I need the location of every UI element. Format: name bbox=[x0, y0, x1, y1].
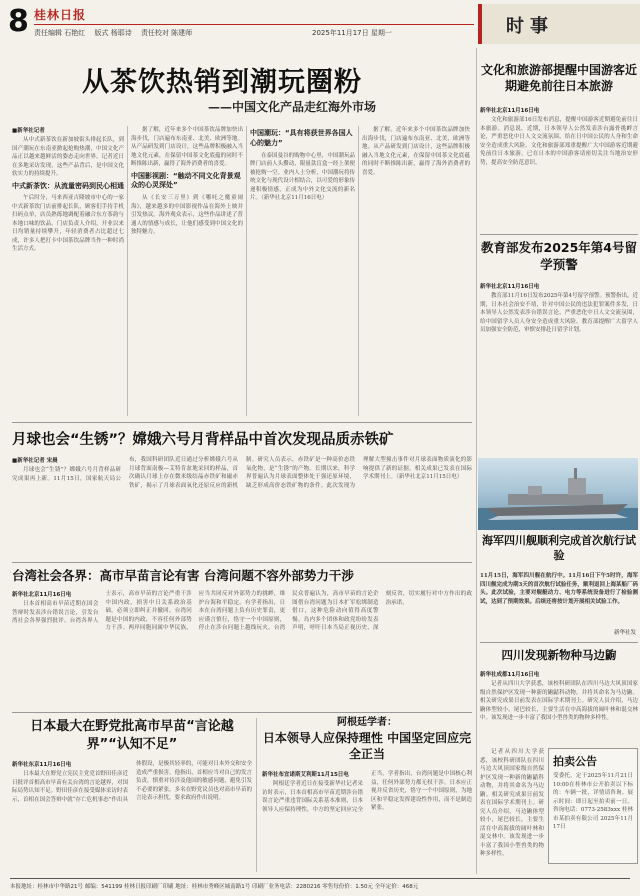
credit-editor: 责任编辑 石艳红 bbox=[34, 29, 86, 37]
article1-body3: 从《长安三万里》到《哪吒之魔童闹海》，越来越多的中国影视作品在海外上映并引发热议。海外观众表示，这些作品讲述了普通人的情感与成长，让他们感受到中国文化的独特魅力。 bbox=[131, 195, 243, 236]
article6-body: 记者从四川大学获悉，该校科研团队在四川马边大风顶国家级自然保护区发现一种新的鼩鼱科动物，并将其命名为马边鼩。相关研究成果日前发表在国际学术期刊上。研究人员介绍，马边鼩体型较小，尾巴较长，主要生活在中高海拔的阔叶林和混交林中。该发现进一步丰富了我国小型兽类的物种多样性。 bbox=[480, 681, 638, 722]
ship-credit: 新华社发 bbox=[613, 630, 636, 636]
auction-notice-ad bbox=[548, 748, 638, 864]
right1-body: 文化和旅游部16日发布消息，提醒中国游客近期避免前往日本旅游。消息说，近期，日本领导人公然发表涉台露骨挑衅言论，严重恶化中日人文交流氛围，给在日中国公民的人身和生命安全造成重大风险。文化和旅游部郑重提醒广大中国游客近期避免前往日本旅游。已在日本的中国游客请密切关注当地治安形势，提高安全防范意识。 bbox=[480, 117, 638, 166]
article1-body2: 据了解，近年来多个中国茶饮品牌加快出海步伐，门店遍布东南亚、北美、欧洲等地。从产品研发到门店设计，这些品牌积极融入当地文化元素，在保留中国茶文化底蕴的同时不断推陈出新，赢得了海外消费者的喜爱。 bbox=[131, 127, 243, 168]
article6-headline: 四川发现新物种马边鼩 bbox=[501, 648, 617, 662]
article6-headline-box bbox=[480, 648, 638, 666]
article5-body: 阿根廷学者近日在接受新华社记者采访时表示，日本首相高市早苗近期涉台错误言论严重违背国际关系基本准则，日本领导人应保持理性，中方的坚定回应完全正当。学者指出，台湾问题是中国核心利益，任何外部势力都无权干涉。日本应正视并反省历史，恪守一个中国原则，为地区和平稳定发挥建设性作用，而不是制造紧张。 bbox=[262, 771, 472, 813]
article1-body1-cont: 据了解，近年来多个中国茶饮品牌加快出海步伐，门店遍布东南亚、北美、欧洲等地。从产品研发到门店设计，这些品牌积极融入当地文化元素，在保留中国茶文化底蕴的同时不断推陈出新，赢得了海外消费者的喜爱。 bbox=[362, 127, 470, 176]
article2-body-box bbox=[12, 456, 472, 558]
credit-proofreader: 责任校对 陈建师 bbox=[140, 29, 193, 37]
article4-headline-box bbox=[12, 718, 252, 756]
right-column-divider bbox=[476, 48, 477, 874]
article6-byline: 新华社成都11月16日电 bbox=[480, 672, 540, 678]
ad-title: 拍卖公告 bbox=[553, 755, 597, 768]
section-rule bbox=[12, 712, 472, 713]
article2-byline: ■新华社记者 宋晨 bbox=[12, 458, 58, 464]
article1-headline: 从茶饮热销到潮玩圈粉 bbox=[82, 67, 362, 96]
article1-subhead1: 中式新茶饮：从流量密码到民心相通 bbox=[12, 181, 124, 190]
article1-subheadline-box bbox=[208, 98, 468, 116]
header-divider bbox=[34, 24, 474, 25]
right2-byline: 新华社北京11月16日电 bbox=[480, 284, 540, 290]
article3-byline: 新华社北京11月16日电 bbox=[12, 592, 72, 598]
right1-headline: 文化和旅游部提醒中国游客近期避免前往日本旅游 bbox=[480, 63, 637, 94]
article6-body-cont-box bbox=[480, 748, 544, 872]
article3-headline: 台湾社会各界：高市早苗言论有害 台湾问题不容外部势力干涉 bbox=[12, 568, 354, 583]
article6-body-cont: 记者从四川大学获悉，该校科研团队在四川马边大风顶国家级自然保护区发现一种新的鼩鼱科动物，并将其命名为马边鼩。相关研究成果日前发表在国际学术期刊上。研究人员介绍，马边鼩体型较小，尾巴较长，主要生活在中高海拔的阔叶林和混交林中。该发现进一步丰富了我国小型兽类的物种多样性。 bbox=[480, 749, 544, 858]
page-number: 8 bbox=[8, 4, 29, 39]
ship-headline: 海军四川舰顺利完成首次航行试验 bbox=[482, 534, 636, 562]
article5-kicker: 阿根廷学者： bbox=[337, 717, 397, 728]
article1-subheadline: ——中国文化产品走红海外市场 bbox=[208, 100, 377, 114]
article5-headline-box bbox=[262, 716, 472, 766]
section-tab bbox=[478, 4, 640, 44]
right2-body: 教育部11月16日发布2025年第4号留学预警。预警指出，近期，日本社会治安不靖，针对中国公民的违法犯罪案件多发，日本领导人公然发表涉台错误言论，严重恶化中日人文交流氛围，给中国留学人员人身安全造成重大风险。教育部提醒广大留学人员加强安全防范，审慎安排赴日留学计划。 bbox=[480, 293, 638, 334]
article4-body-box bbox=[12, 760, 252, 872]
right1-byline: 新华社北京11月16日电 bbox=[480, 108, 540, 114]
warship-photo bbox=[478, 458, 638, 530]
article1-subhead2: 中国影视剧：“触动不同文化背景观众的心灵深处” bbox=[131, 171, 241, 190]
warship-illustration bbox=[478, 458, 638, 530]
article2-body: 月球也会“生锈”？嫦娥六号月背样品研究成果再上新。11月15日，国家航天局公布，我国科研团队近日通过分析嫦娥六号从月球背面南极—艾特肯盆地采回的样品，首次确认月球上存在微米级结晶赤铁矿和磁赤铁矿，揭示了月球表面氧化还原反应的新机制。研究人员表示，赤铁矿是一种高价态铁氧化物，是“生锈”的产物。长期以来，科学界普遍认为月球表面整体处于强还原环境，缺乏形成高价态铁矿物的条件。此次发现为理解大型撞击事件对月球表面物质演化的影响提供了新的证据。相关成果已发表在国际学术期刊上。（新华社北京11月15日电） bbox=[12, 457, 472, 489]
article3-body-box bbox=[12, 590, 472, 706]
ship-caption-box bbox=[480, 572, 638, 626]
right2-headline: 教育部发布2025年第4号留学预警 bbox=[481, 240, 637, 272]
right1-headline-box bbox=[480, 62, 638, 102]
article4-byline: 新华社东京11月16日电 bbox=[12, 762, 72, 768]
article5-body-box bbox=[262, 770, 472, 872]
ship-caption: 11月15日，海军四川舰在航行中。11月16日下午5时许，海军四川舰完成为期3天的首次航行试验任务，顺利返回上海某船厂码头。此次试验，主要对舰艇动力、电力等系统设备进行了检验测试，达到了预期效果。后续还将按计划开展相关试验工作。 bbox=[480, 573, 638, 605]
article1-col4 bbox=[362, 126, 470, 416]
section-rule bbox=[12, 422, 472, 423]
credit-layout: 版式 杨耶诗 bbox=[94, 29, 132, 37]
article2-headline: 月球也会“生锈”？嫦娥六号月背样品中首次发现品质赤铁矿 bbox=[12, 432, 394, 448]
article6-body-box bbox=[480, 670, 638, 744]
ship-credit-box bbox=[580, 628, 636, 638]
ad-body: 受委托，定于2025年11月21日10:00在桂林市公开拍卖以下标的：车辆一批，详情请咨询。展示时间：即日起至拍卖前一日。咨询电话：0773-2583xxx 桂林市某拍卖有限公司 2025年11月17日 bbox=[553, 773, 633, 831]
page-footer: 本报地址：桂林市中华路21号 邮编：541199 桂林日报印刷厂印刷 地址：桂林市秀峰区城南路1号 印刷厂业务电话：2280216 零售每份价：1.50元 全年定价：468元 bbox=[10, 878, 630, 890]
section-rule bbox=[480, 234, 638, 235]
right2-body-box bbox=[480, 282, 638, 452]
article1-body4: 在泰国曼谷的购物中心里，中国潮玩品牌门店前人头攒动，限量款盲盒一经上架便被抢购一空。业内人士分析，中国潮玩将传统文化与现代设计相结合，以可爱的形象传递积极情感，正成为中外文化交流的新名片。（新华社北京11月16日电） bbox=[250, 152, 355, 202]
article4-body: 日本最大在野党立宪民主党党首野田佳彦近日批评首相高市早苗有关台湾的言论越界，对国际局势认知不足。野田佳彦在接受媒体采访时表示，首相在国会答辩中就“存亡危机事态”作出具体假设，是极其轻率的，可能对日本外交和安全造成严重损害。他指出，首相应当对自己的发言负责，慎重对待涉及他国的敏感问题，避免引发不必要的紧张。多名在野党议员也对高市早苗的言论表示担忧，要求政府作出说明。 bbox=[12, 761, 252, 803]
article1-col3 bbox=[250, 126, 355, 416]
newspaper-logo: 桂林日报 bbox=[34, 8, 87, 22]
article1-subhead3: 中国潮玩：“具有将获世界各国人心的魅力” bbox=[250, 129, 353, 147]
right2-headline-box bbox=[480, 240, 638, 280]
article3-headline-box bbox=[12, 566, 474, 586]
article1-col1 bbox=[12, 126, 124, 416]
article1-lead: 从中式新茶饮在新加坡街头排起长队，到国产潮玩在东南亚掀起抢购热潮，中国文化产品正以越来越鲜活的姿态走向世界。记者近日在多地采访发现，这些产品背后，是中国文化软实力的持续提升。 bbox=[12, 137, 124, 178]
column-divider bbox=[246, 126, 247, 416]
section-rule bbox=[480, 642, 638, 643]
column-divider bbox=[127, 126, 128, 416]
article1-body1: 午后时分，马来西亚吉隆坡市中心的一家中式新茶饮门店前排起长队，顾客们手持手机扫码点单，店员熟练地调配着融合东方茶韵与本地口味的饮品。门店负责人介绍，开业以来日均销量持续攀升，年轻消费者占比超过七成，许多人把打卡中国茶饮品牌当作一种时尚生活方式。 bbox=[12, 195, 124, 253]
article4-headline: 日本最大在野党批高市早苗“言论越界”“认知不足” bbox=[30, 719, 234, 752]
article1-col2 bbox=[131, 126, 243, 416]
article2-headline-box bbox=[12, 428, 474, 450]
article5-byline: 新华社布宜诺斯艾利斯11月15日电 bbox=[262, 772, 349, 778]
issue-date: 2025年11月17日 星期一 bbox=[312, 29, 392, 37]
column-divider bbox=[256, 718, 257, 872]
article5-headline: 日本领导人应保持理性 中国坚定回应完全正当 bbox=[262, 730, 472, 761]
column-divider bbox=[358, 126, 359, 416]
editor-credits bbox=[34, 28, 199, 38]
ship-headline-box bbox=[480, 534, 638, 570]
article1-headline-box bbox=[82, 60, 462, 96]
page-header bbox=[0, 0, 640, 46]
section-rule bbox=[12, 562, 472, 563]
section-name: 时事 bbox=[506, 16, 554, 37]
article1-byline: ■新华社记者 bbox=[12, 128, 45, 134]
article3-body: 日本首相高市早苗近期在国会答辩时发表涉台错误言论，引发台湾社会各界强烈批评。台湾各界人士表示，高市早苗的言论严重干涉中国内政，损害中日关系政治基础，必须立即纠正并撤回。台湾问题是中国的内政，不容任何外部势力干涉。两岸同胞同属中华民族，应当共同反对外部势力的挑衅，维护台海和平稳定。有学者指出，日本在台湾问题上负有历史罪责，更应谨言慎行，恪守一个中国原则，停止在涉台问题上越线玩火。台湾民众普遍认为，高市早苗的言论企图借台湾问题为日本扩军松绑制造借口，这种危险动向值得高度警惕。岛内多个团体和政党纷纷发表声明，呼吁日本当局正视历史、深刻反省，切实履行对中方作出的政治承诺。 bbox=[12, 591, 472, 632]
right1-body-box bbox=[480, 106, 638, 230]
section-accent-bar bbox=[478, 4, 482, 44]
